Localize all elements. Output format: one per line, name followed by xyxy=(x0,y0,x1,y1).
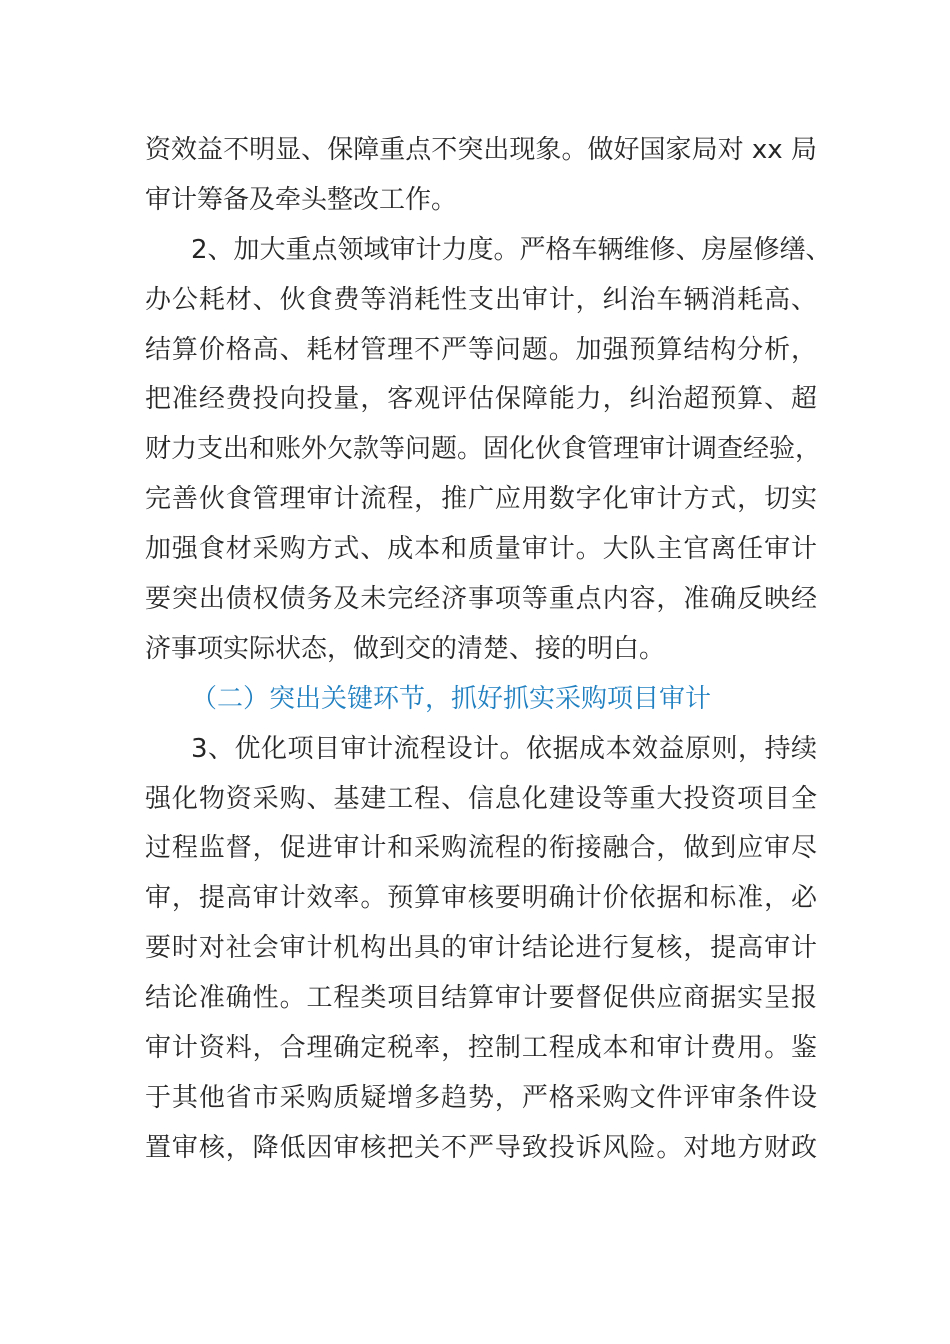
paragraph-line: 济事项实际状态，做到交的清楚、接的明白。 xyxy=(145,633,666,664)
paragraph-line: 办公耗材、伙食费等消耗性支出审计，纠治车辆消耗高、 xyxy=(145,284,817,315)
paragraph-line: 过程监督，促进审计和采购流程的衔接融合，做到应审尽 xyxy=(145,833,817,864)
paragraph-line: 结算价格高、耗材管理不严等问题。加强预算结构分析， xyxy=(145,334,817,365)
document-body xyxy=(145,126,832,1174)
section-heading: （二）突出关键环节，抓好抓实采购项目审计 xyxy=(191,683,712,714)
paragraph-line: 要时对社会审计机构出具的审计结论进行复核，提高审计 xyxy=(145,933,817,964)
paragraph-line: 财力支出和账外欠款等问题。固化伙食管理审计调查经验， xyxy=(145,434,822,465)
paragraph-line: 强化物资采购、基建工程、信息化建设等重大投资项目全 xyxy=(145,783,817,814)
paragraph-line: 加强食材采购方式、成本和质量审计。大队主官离任审计 xyxy=(145,534,817,565)
paragraph-line: 把准经费投向投量，客观评估保障能力，纠治超预算、超 xyxy=(145,384,817,415)
paragraph-line: 结论准确性。工程类项目结算审计要督促供应商据实呈报 xyxy=(145,983,817,1014)
paragraph-line: 审计筹备及牵头整改工作。 xyxy=(145,184,458,215)
paragraph-line: 审，提高审计效率。预算审核要明确计价依据和标准，必 xyxy=(145,883,817,914)
paragraph-line: 3、优化项目审计流程设计。依据成本效益原则，持续 xyxy=(191,733,817,764)
paragraph-line: 2、加大重点领域审计力度。严格车辆维修、房屋修缮、 xyxy=(191,234,832,265)
paragraph-line: 置审核，降低因审核把关不严导致投诉风险。对地方财政 xyxy=(145,1132,817,1163)
paragraph-line: 完善伙食管理审计流程，推广应用数字化审计方式，切实 xyxy=(145,484,817,515)
paragraph-line: 于其他省市采购质疑增多趋势，严格采购文件评审条件设 xyxy=(145,1082,817,1113)
paragraph-line: 要突出债权债务及未完经济事项等重点内容，准确反映经 xyxy=(145,584,817,615)
paragraph-line: 资效益不明显、保障重点不突出现象。做好国家局对 xx 局 xyxy=(145,135,817,165)
paragraph-line: 审计资料，合理确定税率，控制工程成本和审计费用。鉴 xyxy=(145,1033,817,1064)
